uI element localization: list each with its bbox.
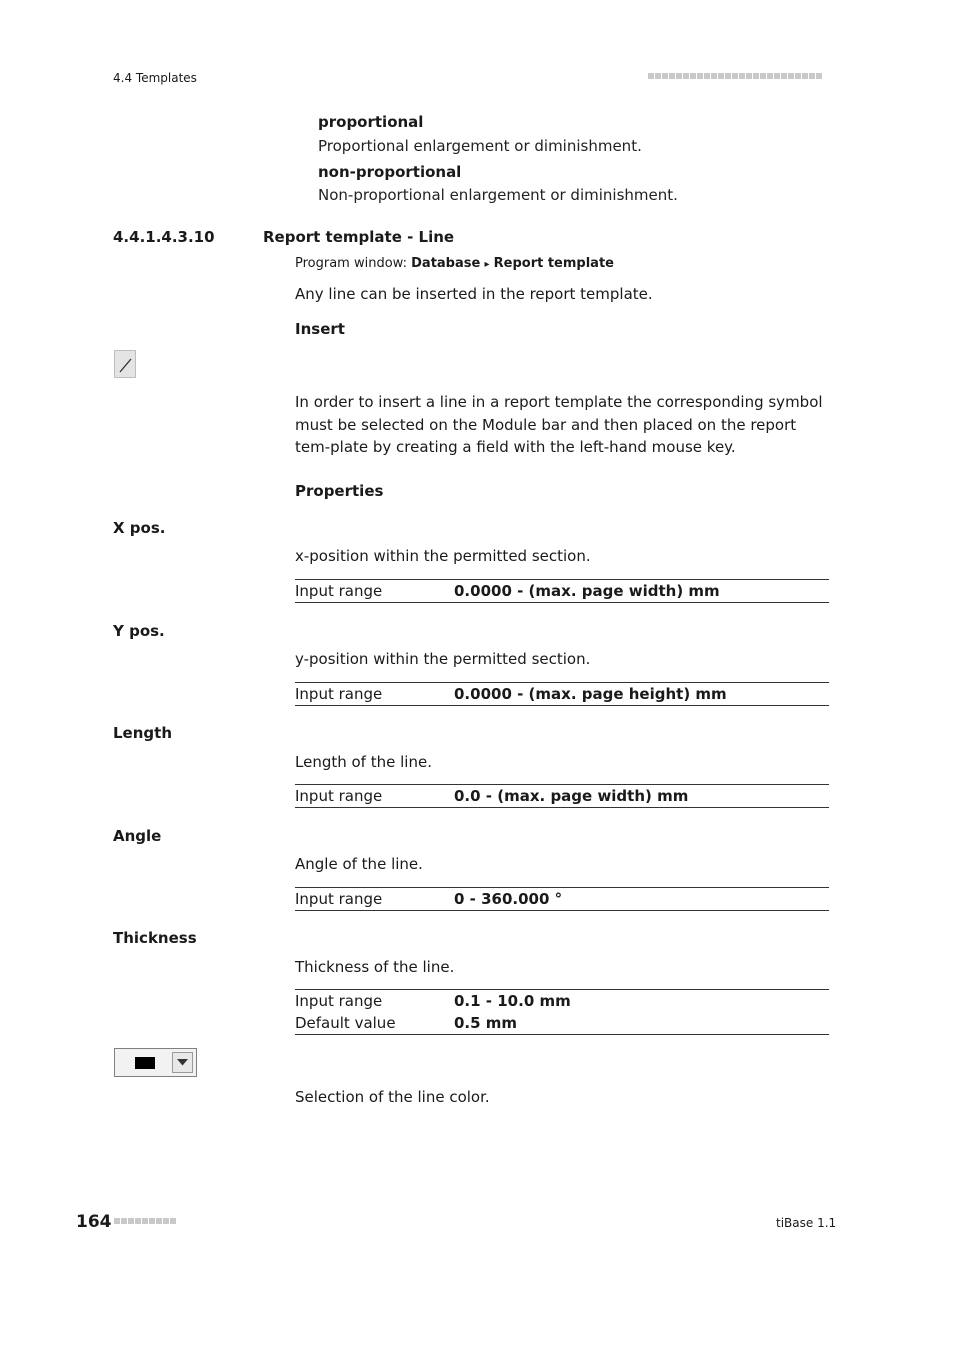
range-value: 0.0000 - (max. page width) mm <box>454 582 720 600</box>
path-prefix: Program window: <box>295 256 407 271</box>
prop-ypos-label: Y pos. <box>113 622 165 640</box>
range-key: Input range <box>295 992 383 1010</box>
table-row <box>295 580 829 603</box>
prop-angle-label: Angle <box>113 827 162 845</box>
prop-thickness-label: Thickness <box>113 929 197 947</box>
insert-heading: Insert <box>295 320 345 338</box>
insert-text: In order to insert a line in a report template the corresponding symbol must be selected on the Module bar and then placed on the report tem-plate by creating a field with the left-hand mouse key. <box>295 393 823 456</box>
color-swatch <box>135 1057 155 1069</box>
line-color-dropdown[interactable] <box>114 1048 197 1077</box>
prop-angle-desc: Angle of the line. <box>295 855 423 873</box>
path-separator: ▸ <box>484 259 490 270</box>
option-term: non-proportional <box>318 163 462 181</box>
table-row <box>295 990 829 1013</box>
line-tool-button[interactable] <box>114 350 136 378</box>
range-key: Input range <box>295 685 383 703</box>
path-database: Database <box>411 256 481 271</box>
page-number: 164 <box>76 1212 112 1232</box>
prop-thickness-table <box>295 989 829 1035</box>
properties-heading: Properties <box>295 482 384 500</box>
table-row <box>295 888 829 911</box>
prop-length-table <box>295 784 829 808</box>
prop-ypos-desc: y-position within the permitted section. <box>295 650 591 668</box>
option-term: proportional <box>318 113 424 131</box>
prop-length-desc: Length of the line. <box>295 753 432 771</box>
range-value: 0.0000 - (max. page height) mm <box>454 685 727 703</box>
dropdown-arrow-button[interactable] <box>172 1052 193 1073</box>
option-desc: Non-proportional enlargement or diminishment. <box>318 186 678 204</box>
range-value: 0.0 - (max. page width) mm <box>454 787 689 805</box>
program-path <box>295 256 614 271</box>
range-key: Input range <box>295 582 383 600</box>
chevron-down-icon <box>177 1059 188 1066</box>
prop-ypos-table <box>295 682 829 706</box>
color-desc: Selection of the line color. <box>295 1088 490 1106</box>
product-name: tiBase 1.1 <box>776 1216 837 1230</box>
prop-xpos-table <box>295 579 829 603</box>
header-decoration <box>648 73 822 79</box>
prop-length-label: Length <box>113 724 172 742</box>
footer-decoration <box>114 1218 176 1224</box>
line-icon <box>115 351 135 377</box>
intro-text: Any line can be inserted in the report template. <box>295 285 653 303</box>
prop-thickness-desc: Thickness of the line. <box>295 958 455 976</box>
table-row <box>295 683 829 706</box>
prop-xpos-label: X pos. <box>113 519 166 537</box>
range-key: Input range <box>295 890 383 908</box>
option-desc: Proportional enlargement or diminishment. <box>318 137 642 155</box>
prop-xpos-desc: x-position within the permitted section. <box>295 547 591 565</box>
section-title: Report template - Line <box>263 228 455 246</box>
table-row <box>295 1012 829 1035</box>
path-report-template: Report template <box>493 256 614 271</box>
prop-angle-table <box>295 887 829 911</box>
section-number: 4.4.1.4.3.10 <box>113 228 215 246</box>
default-value: 0.5 mm <box>454 1014 518 1032</box>
running-header: 4.4 Templates <box>113 71 197 85</box>
default-key: Default value <box>295 1014 396 1032</box>
range-value: 0 - 360.000 ° <box>454 890 563 908</box>
table-row <box>295 785 829 808</box>
range-value: 0.1 - 10.0 mm <box>454 992 571 1010</box>
range-key: Input range <box>295 787 383 805</box>
